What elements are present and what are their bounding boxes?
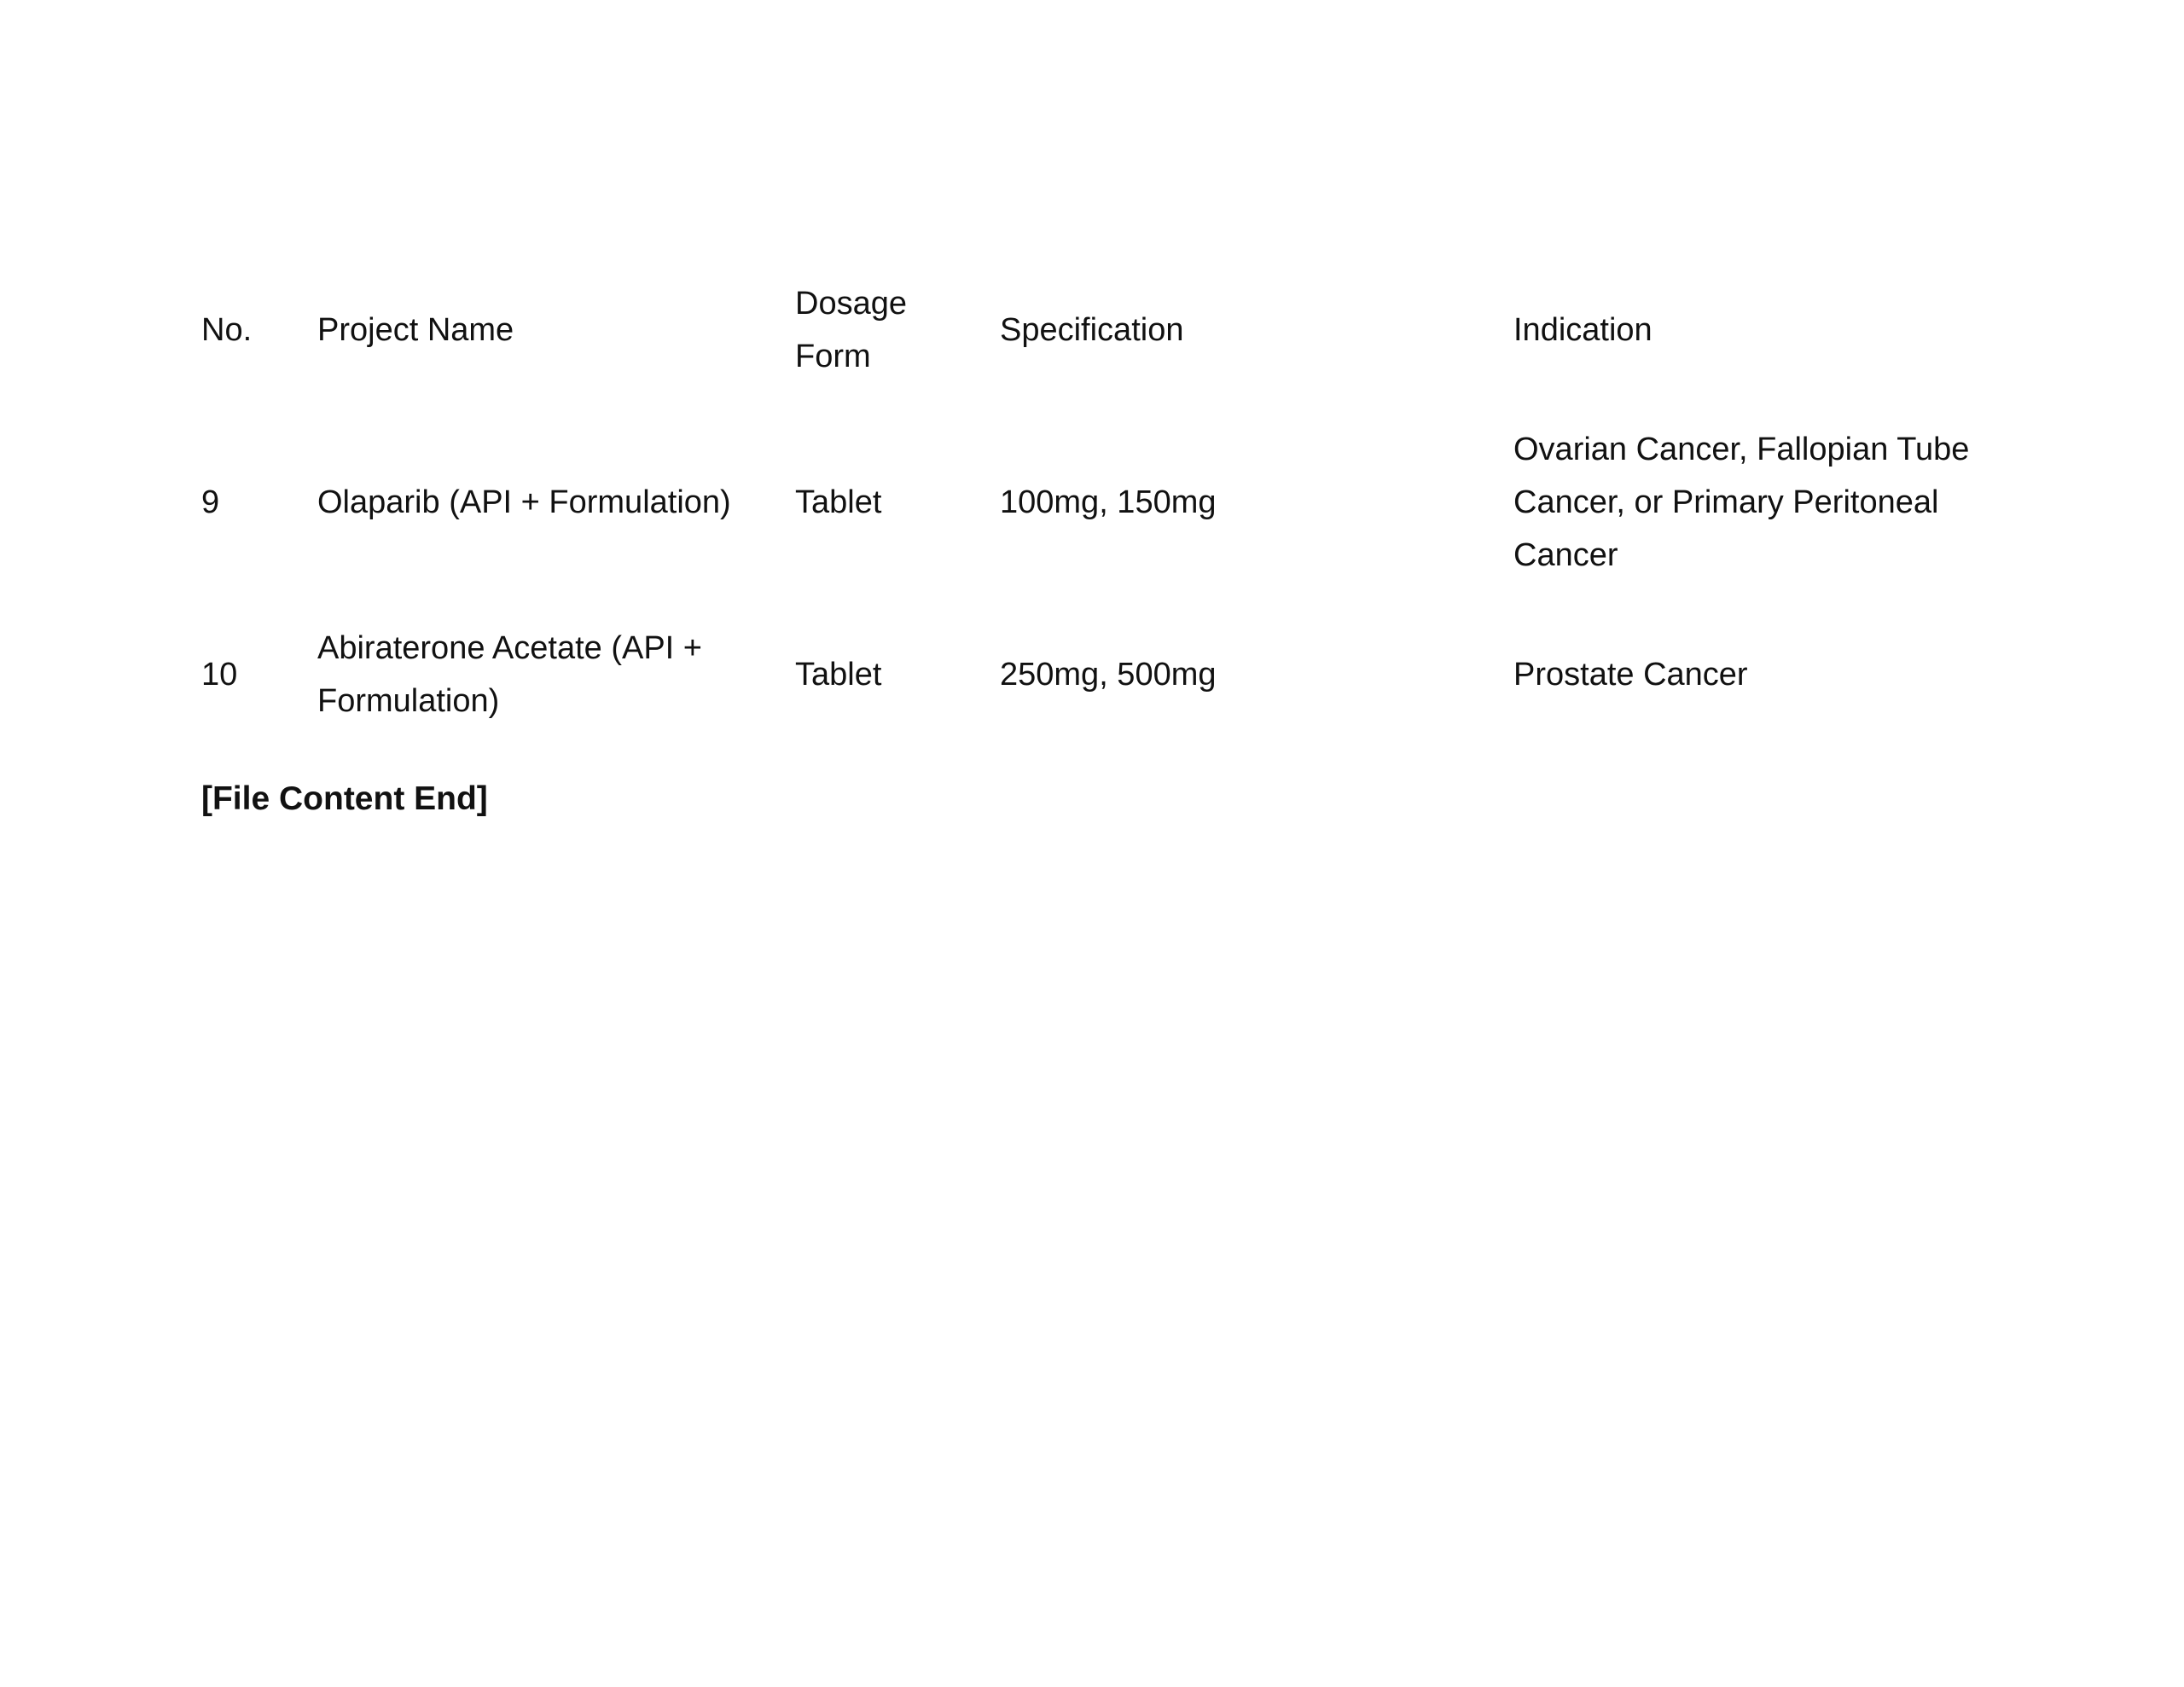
file-content-end-note: [File Content End]	[201, 780, 488, 817]
cell-project-name: Abiraterone Acetate (API + Formulation)	[317, 630, 702, 719]
header-indication: Indication	[1513, 312, 1653, 348]
table-row	[186, 396, 2012, 609]
cell-specification: 250mg, 500mg	[1000, 657, 1217, 693]
project-table	[186, 264, 2012, 740]
table-header-row	[186, 264, 2012, 396]
cell-no: 10	[201, 657, 238, 693]
header-project-name: Project Name	[317, 312, 514, 348]
header-specification: Specification	[1000, 312, 1184, 348]
cell-specification: 100mg, 150mg	[1000, 484, 1217, 520]
cell-indication: Ovarian Cancer, Fallopian Tube Cancer, or Primary Peritoneal Cancer	[1513, 432, 1970, 573]
header-dosage-form: Dosage Form	[795, 286, 907, 374]
cell-indication: Prostate Cancer	[1513, 657, 1748, 693]
cell-no: 9	[201, 484, 220, 520]
header-no: No.	[201, 312, 253, 348]
cell-project-name: Olaparib (API + Formulation)	[317, 484, 731, 520]
cell-dosage-form: Tablet	[795, 484, 882, 520]
cell-dosage-form: Tablet	[795, 657, 882, 693]
table-row	[186, 609, 2012, 740]
